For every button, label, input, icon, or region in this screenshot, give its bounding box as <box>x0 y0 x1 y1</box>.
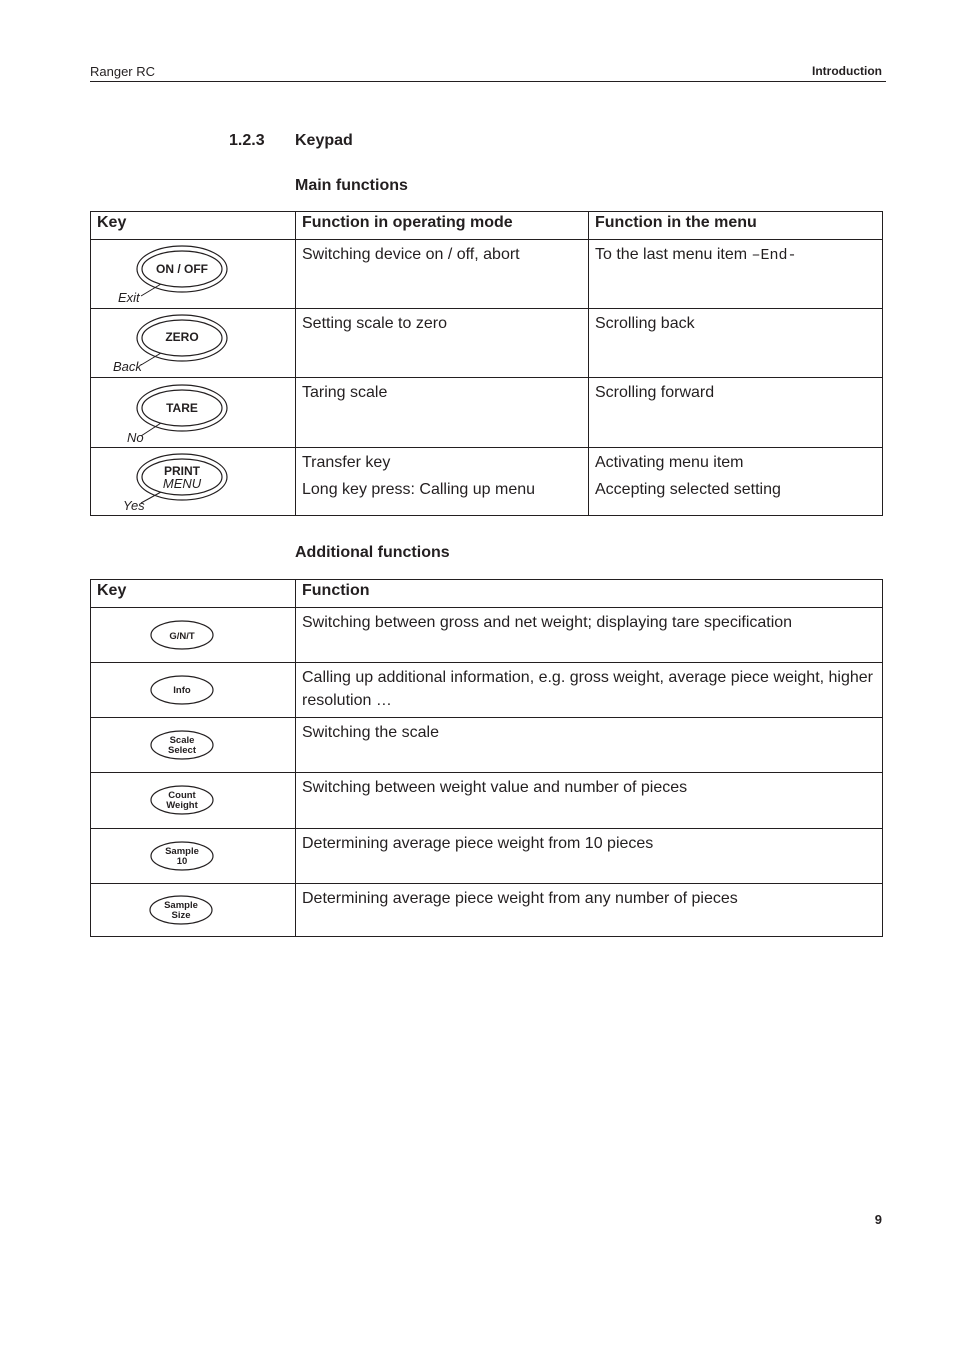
menu-code: –End- <box>751 247 797 264</box>
function-cell: Switching between weight value and number of pieces <box>296 773 883 829</box>
count-weight-key-icon <box>91 773 296 828</box>
header-rule <box>90 81 886 82</box>
operating-mode-cell: Setting scale to zero <box>296 309 589 378</box>
key-cell <box>91 884 296 937</box>
section-number: 1.2.3 <box>229 132 265 149</box>
key-sub-label: MENU <box>162 476 202 491</box>
key-cell <box>91 240 296 309</box>
key-label: Scale <box>169 735 195 746</box>
additional-functions-table <box>90 579 883 937</box>
key-label: Count <box>168 790 196 801</box>
section-title: Keypad <box>295 132 353 149</box>
table-row <box>91 309 883 378</box>
key-label: Sample <box>165 846 199 857</box>
operating-mode-cell: Switching device on / off, abort <box>296 240 589 309</box>
table-row <box>91 240 883 309</box>
key-caption: No <box>127 430 144 445</box>
sample-size-key-icon <box>91 884 296 936</box>
key-label: TARE <box>166 401 198 415</box>
table-row <box>91 718 883 773</box>
key-label-line2: Size <box>171 910 191 921</box>
key-cell <box>91 663 296 718</box>
table-row <box>91 663 883 718</box>
print-menu-key-icon <box>91 448 296 515</box>
key-cell <box>91 829 296 884</box>
key-caption: Exit <box>118 290 140 305</box>
operating-mode-cell: Transfer key Long key press: Calling up menu <box>296 448 589 516</box>
key-cell <box>91 773 296 829</box>
info-key-icon <box>91 663 296 717</box>
function-cell: Determining average piece weight from 10 pieces <box>296 829 883 884</box>
key-cell <box>91 309 296 378</box>
page-number: 9 <box>874 1212 882 1227</box>
key-cell <box>91 448 296 516</box>
table-row <box>91 773 883 829</box>
function-cell: Switching the scale <box>296 718 883 773</box>
function-cell: Calling up additional information, e.g. gross weight, average piece weight, higher resolution … <box>296 663 883 718</box>
function-cell: Determining average piece weight from any number of pieces <box>296 884 883 937</box>
column-header: Function in the menu <box>589 212 883 240</box>
menu-cell: Activating menu item Accepting selected setting <box>589 448 883 516</box>
table-header-row <box>91 212 883 240</box>
tare-key-icon <box>91 378 296 447</box>
main-functions-heading: Main functions <box>295 177 408 194</box>
table-row <box>91 829 883 884</box>
table-row <box>91 884 883 937</box>
key-cell <box>91 378 296 448</box>
main-functions-table <box>90 211 883 516</box>
key-caption: Back <box>113 359 142 374</box>
key-label-line2: Weight <box>166 800 198 811</box>
zero-key-icon <box>91 309 296 377</box>
operating-mode-cell: Taring scale <box>296 378 589 448</box>
header-doc-title: Ranger RC <box>90 64 156 79</box>
key-label: ZERO <box>165 330 199 344</box>
column-header: Function <box>296 580 883 608</box>
key-cell <box>91 718 296 773</box>
key-label-line2: 10 <box>176 856 188 867</box>
key-label: Info <box>173 685 191 696</box>
column-header: Function in operating mode <box>296 212 589 240</box>
function-cell: Switching between gross and net weight; displaying tare specification <box>296 608 883 663</box>
header-chapter: Introduction <box>812 64 882 78</box>
on-off-key-icon <box>91 240 296 308</box>
key-caption: Yes <box>123 498 145 513</box>
key-label-line2: Select <box>168 745 196 756</box>
column-header: Key <box>91 212 296 240</box>
table-row <box>91 448 883 516</box>
key-label: PRINT <box>164 464 200 478</box>
menu-cell: To the last menu item –End- <box>589 240 883 309</box>
column-header: Key <box>91 580 296 608</box>
table-row <box>91 378 883 448</box>
scale-select-key-icon <box>91 718 296 772</box>
sample-10-key-icon <box>91 829 296 883</box>
additional-functions-heading: Additional functions <box>295 544 450 561</box>
key-label: ON / OFF <box>156 262 208 276</box>
gnt-key-icon <box>91 608 296 662</box>
menu-cell: Scrolling forward <box>589 378 883 448</box>
key-cell <box>91 608 296 663</box>
menu-cell: Scrolling back <box>589 309 883 378</box>
table-row <box>91 608 883 663</box>
table-header-row <box>91 580 883 608</box>
key-label: Sample <box>164 900 198 911</box>
key-label: G/N/T <box>169 631 195 642</box>
